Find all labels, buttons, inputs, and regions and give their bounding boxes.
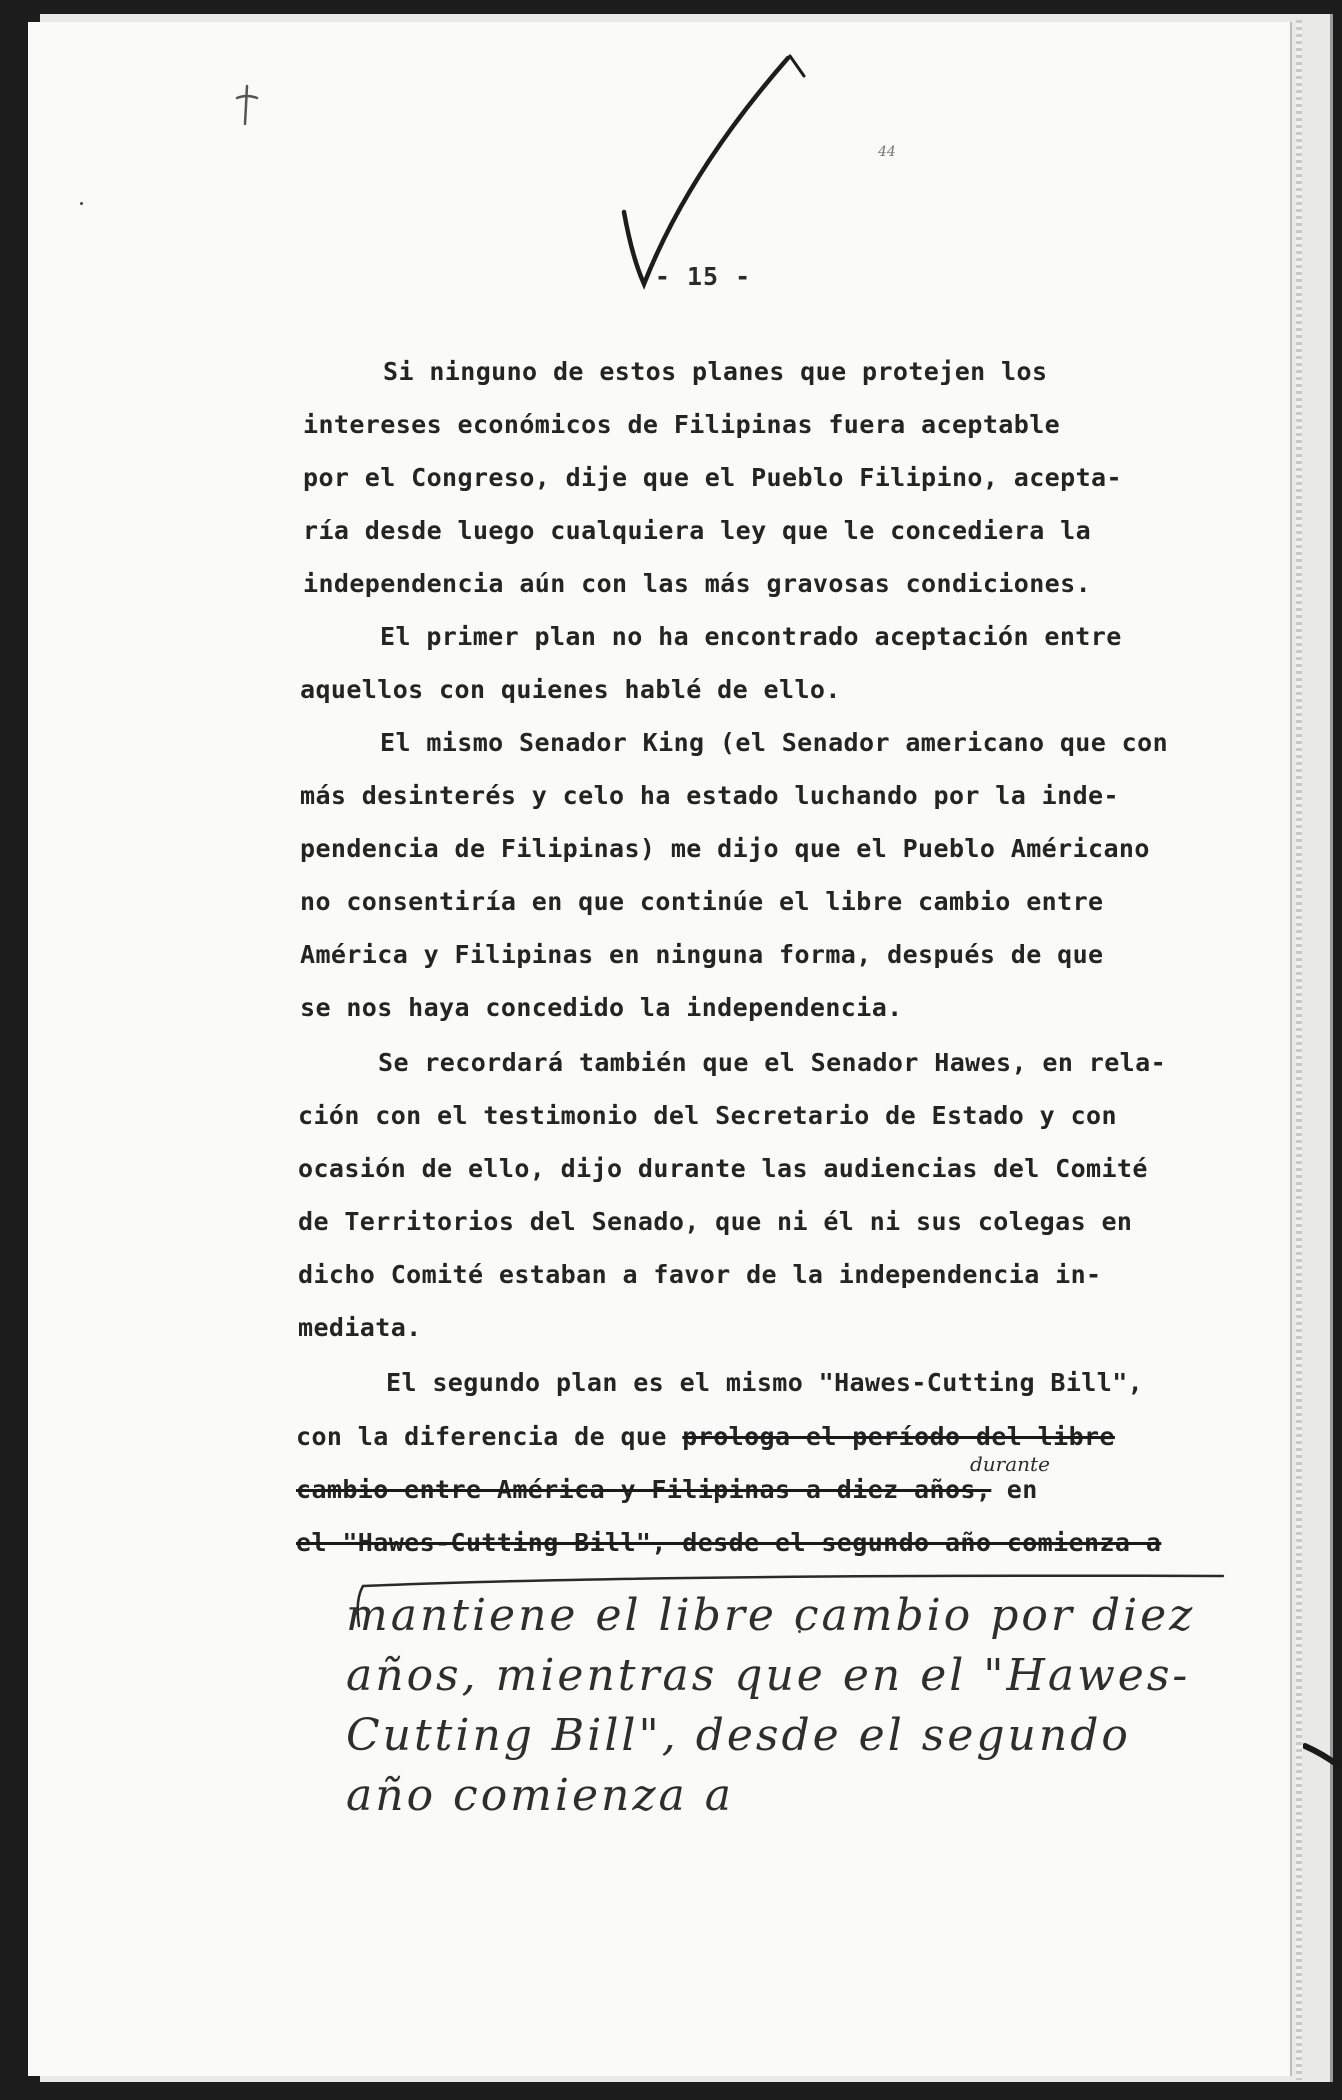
struck-text: el "Hawes-Cutting Bill", desde el segundo año comienza a [296, 1528, 1162, 1557]
text-line: Se recordará también que el Senador Hawes, en rela- [378, 1048, 1167, 1077]
text-line: independencia aún con las más gravosas condiciones. [303, 569, 1092, 598]
text-line: pendencia de Filipinas) me dijo que el Pueblo Américano [300, 834, 1150, 863]
text-line: mediata. [298, 1313, 422, 1342]
text-line: ocasión de ello, dijo durante las audiencias del Comité [298, 1154, 1148, 1183]
text-line: intereses económicos de Filipinas fuera aceptable [303, 410, 1061, 439]
margin-ink-stroke [1303, 1740, 1342, 1770]
pencil-corner-mark [233, 84, 261, 128]
text-line: más desinterés y celo ha estado luchando por la inde- [300, 781, 1119, 810]
text-line: El mismo Senador King (el Senador americano que con [380, 728, 1169, 757]
handwritten-line: año comienza a [346, 1770, 734, 1821]
text-line-with-deletion [296, 1475, 1038, 1504]
handwritten-insertion-above: durante [970, 1452, 1050, 1476]
kept-text: con la diferencia de que [296, 1422, 683, 1451]
page-number: - 15 - [654, 262, 752, 291]
handwritten-line: años, mientras que en el "Hawes- [346, 1650, 1191, 1701]
text-line: aquellos con quienes hablé de ello. [300, 675, 841, 704]
text-line: dicho Comité estaban a favor de la independencia in- [298, 1260, 1102, 1289]
text-line: América y Filipinas en ninguna forma, después de que [300, 940, 1104, 969]
stacked-page-edges [1296, 20, 1302, 2080]
struck-text: prologa el período del libre [682, 1422, 1115, 1451]
speck [80, 202, 83, 205]
text-line: por el Congreso, dije que el Pueblo Filipino, acepta- [303, 463, 1122, 492]
text-line: El primer plan no ha encontrado aceptación entre [380, 622, 1122, 651]
kept-text: en [991, 1475, 1038, 1504]
text-line: ción con el testimonio del Secretario de Estado y con [298, 1101, 1117, 1130]
text-line: de Territorios del Senado, que ni él ni sus colegas en [298, 1207, 1133, 1236]
text-line: ría desde luego cualquiera ley que le concediera la [303, 516, 1092, 545]
text-line: se nos haya concedido la independencia. [300, 993, 903, 1022]
text-line-with-deletion [296, 1422, 1115, 1451]
text-line: El segundo plan es el mismo "Hawes-Cutting Bill", [386, 1368, 1144, 1397]
text-line-struck [296, 1528, 1161, 1557]
handwritten-line: Cutting Bill", desde el segundo [346, 1710, 1131, 1761]
handwritten-line: mantiene el libre cambio por diez [346, 1590, 1196, 1641]
document-page [28, 22, 1290, 2076]
text-line: Si ninguno de estos planes que protejen los [383, 357, 1048, 386]
struck-text: cambio entre América y Filipinas a diez años, [296, 1475, 992, 1504]
pencil-note: 44 [878, 144, 896, 160]
text-line: no consentiría en que continúe el libre cambio entre [300, 887, 1104, 916]
